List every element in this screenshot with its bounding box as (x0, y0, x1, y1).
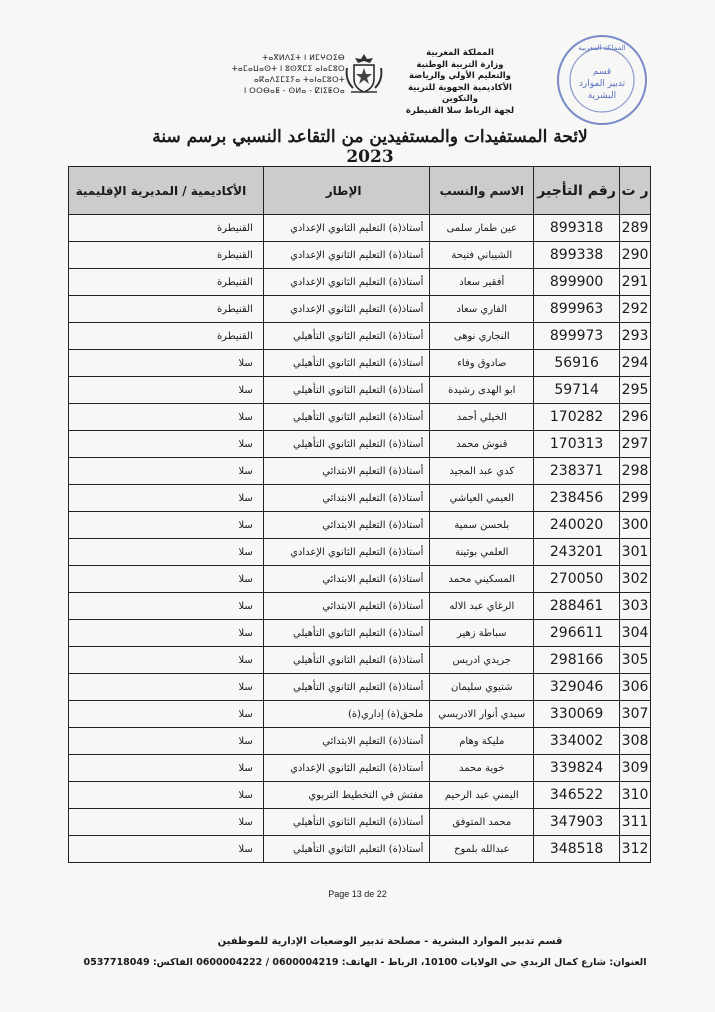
row-frame: أستاذ(ة) التعليم الثانوي التأهيلي (263, 647, 430, 674)
row-registration: 270050 (534, 566, 620, 593)
row-number: 300 (620, 512, 651, 539)
table-row (69, 431, 651, 458)
row-registration: 899338 (534, 242, 620, 269)
row-number: 307 (620, 701, 651, 728)
row-registration: 238456 (534, 485, 620, 512)
table-row (69, 674, 651, 701)
row-name: بلحسن سمية (430, 512, 534, 539)
table-row (69, 269, 651, 296)
row-name: كدي عبد المجيد (430, 458, 534, 485)
row-number: 295 (620, 377, 651, 404)
row-directorate: سلا (69, 458, 264, 485)
row-name: سيدي أنوار الادريسي (430, 701, 534, 728)
stamp-text: تدبير الموارد (578, 79, 626, 89)
row-number: 292 (620, 296, 651, 323)
table-row (69, 593, 651, 620)
row-name: العيمي العياشي (430, 485, 534, 512)
row-registration: 339824 (534, 755, 620, 782)
row-registration: 170313 (534, 431, 620, 458)
row-name: سباطة زهير (430, 620, 534, 647)
row-directorate: سلا (69, 377, 264, 404)
row-number: 290 (620, 242, 651, 269)
arabic-header-line: والتعليم الأولي والرياضة (409, 71, 511, 81)
row-registration: 334002 (534, 728, 620, 755)
row-registration: 348518 (534, 836, 620, 863)
tifinagh-line: ⵜⴰⵎⴰⵡⴰⵙⵜ ⵏ ⵓⵙⴳⵎⵉ ⴰⵏⴰⵎⵓⵔ (231, 64, 345, 73)
table-row (69, 647, 651, 674)
row-number: 311 (620, 809, 651, 836)
row-name: خوية محمد (430, 755, 534, 782)
table-row (69, 836, 651, 863)
row-registration: 899973 (534, 323, 620, 350)
row-number: 296 (620, 404, 651, 431)
row-directorate: القنيطرة (69, 215, 264, 242)
row-directorate: القنيطرة (69, 323, 264, 350)
row-directorate: سلا (69, 728, 264, 755)
row-registration: 330069 (534, 701, 620, 728)
row-number: 303 (620, 593, 651, 620)
table-row (69, 782, 651, 809)
row-frame: مفتش في التخطيط التربوي (263, 782, 430, 809)
arabic-header-line: وزارة التربية الوطنية (416, 59, 504, 70)
table-row (69, 755, 651, 782)
table-row (69, 458, 651, 485)
row-frame: أستاذ(ة) التعليم الابتدائي (263, 458, 430, 485)
row-number: 298 (620, 458, 651, 485)
tifinagh-line: ⵏ ⵔⵔⴱⴰⵟ - ⵙⵍⴰ - ⵇⵏⵉⵟⵔⴰ (243, 86, 345, 95)
row-directorate: سلا (69, 782, 264, 809)
row-frame: أستاذ(ة) التعليم الثانوي الإعدادي (263, 269, 430, 296)
row-registration: 347903 (534, 809, 620, 836)
row-frame: أستاذ(ة) التعليم الابتدائي (263, 728, 430, 755)
row-directorate: سلا (69, 566, 264, 593)
table-row (69, 809, 651, 836)
row-registration: 899318 (534, 215, 620, 242)
row-registration: 170282 (534, 404, 620, 431)
row-frame: أستاذ(ة) التعليم الثانوي التأهيلي (263, 836, 430, 863)
row-frame: ملحق(ة) إداري(ة) (263, 701, 430, 728)
row-frame: أستاذ(ة) التعليم الثانوي التأهيلي (263, 620, 430, 647)
row-name: اليمني عبد الرحيم (430, 782, 534, 809)
footer-department: قسم تدبير الموارد البشرية - مصلحة تدبير الوضعيات الإدارية للموظفين (217, 936, 563, 947)
row-number: 299 (620, 485, 651, 512)
beneficiaries-table (68, 166, 651, 863)
row-number: 289 (620, 215, 651, 242)
row-frame: أستاذ(ة) التعليم الابتدائي (263, 566, 430, 593)
row-number: 312 (620, 836, 651, 863)
stamp-text: المملكة المغربية (578, 44, 626, 52)
row-name: قنوش محمد (430, 431, 534, 458)
row-frame: أستاذ(ة) التعليم الثانوي الإعدادي (263, 242, 430, 269)
row-number: 310 (620, 782, 651, 809)
row-name: ابو الهدى رشيدة (430, 377, 534, 404)
row-frame: أستاذ(ة) التعليم الابتدائي (263, 593, 430, 620)
row-directorate: سلا (69, 404, 264, 431)
row-name: صادوق وفاء (430, 350, 534, 377)
row-name: الفاري سعاد (430, 296, 534, 323)
row-registration: 288461 (534, 593, 620, 620)
row-directorate: القنيطرة (69, 269, 264, 296)
row-registration: 243201 (534, 539, 620, 566)
stamp-text: البشرية (587, 91, 617, 101)
row-number: 291 (620, 269, 651, 296)
row-registration: 899963 (534, 296, 620, 323)
table-row (69, 485, 651, 512)
row-registration: 240020 (534, 512, 620, 539)
row-name: المسكيني محمد (430, 566, 534, 593)
row-directorate: سلا (69, 809, 264, 836)
row-frame: أستاذ(ة) التعليم الثانوي الإعدادي (263, 215, 430, 242)
row-directorate: سلا (69, 485, 264, 512)
row-frame: أستاذ(ة) التعليم الثانوي التأهيلي (263, 377, 430, 404)
row-directorate: سلا (69, 755, 264, 782)
table-row (69, 701, 651, 728)
row-number: 305 (620, 647, 651, 674)
page-number: Page 13 de 22 (328, 889, 387, 899)
table-row (69, 350, 651, 377)
row-directorate: سلا (69, 512, 264, 539)
row-directorate: سلا (69, 539, 264, 566)
row-registration: 298166 (534, 647, 620, 674)
row-registration: 899900 (534, 269, 620, 296)
row-number: 301 (620, 539, 651, 566)
row-directorate: القنيطرة (69, 242, 264, 269)
row-directorate: سلا (69, 647, 264, 674)
header-name: الاسم والنسب (430, 167, 534, 215)
row-name: الخيلي أحمد (430, 404, 534, 431)
tifinagh-line: ⴰⴽⴰⴷⵉⵎⵉⵢⴰ ⵜⴰⵏⴰⵎⵓⵔⵜ (254, 75, 345, 84)
table-row (69, 539, 651, 566)
table-row (69, 377, 651, 404)
table-row (69, 323, 651, 350)
row-name: العلمي بوثينة (430, 539, 534, 566)
row-name: الشيباني فتيحة (430, 242, 534, 269)
row-directorate: سلا (69, 701, 264, 728)
table-row (69, 566, 651, 593)
tifinagh-line: ⵜⴰⴳⵍⴷⵉⵜ ⵏ ⵍⵎⵖⵔⵉⴱ (262, 53, 345, 62)
tifinagh-header (205, 52, 345, 96)
table-row (69, 242, 651, 269)
row-number: 302 (620, 566, 651, 593)
arabic-header-line: الأكاديمية الجهوية للتربية والتكوين (408, 82, 512, 104)
row-directorate: سلا (69, 593, 264, 620)
row-directorate: سلا (69, 620, 264, 647)
row-registration: 59714 (534, 377, 620, 404)
row-registration: 329046 (534, 674, 620, 701)
table-row (69, 728, 651, 755)
row-frame: أستاذ(ة) التعليم الثانوي التأهيلي (263, 431, 430, 458)
header-frame: الإطار (263, 167, 430, 215)
footer-address: العنوان: شارع كمال الزبدي حي الولايات 10100، الرباط - الهاتف: 0600004219 / 0600004222 الفاكس: 0537718049 (83, 957, 647, 968)
row-name: أفقير سعاد (430, 269, 534, 296)
row-name: مليكة وهام (430, 728, 534, 755)
table-row (69, 620, 651, 647)
table-row (69, 296, 651, 323)
row-number: 309 (620, 755, 651, 782)
official-stamp (552, 30, 652, 130)
row-number: 308 (620, 728, 651, 755)
row-directorate: القنيطرة (69, 296, 264, 323)
header-number: ر ت (620, 167, 651, 215)
header-directorate: الأكاديمية / المديرية الإقليمية (69, 167, 264, 215)
row-frame: أستاذ(ة) التعليم الثانوي التأهيلي (263, 350, 430, 377)
arabic-header-line: المملكة المغربية (426, 48, 494, 58)
row-number: 293 (620, 323, 651, 350)
row-number: 297 (620, 431, 651, 458)
arabic-header-line: لجهة الرباط سلا القنيطرة (405, 105, 515, 116)
table-row (69, 215, 651, 242)
row-frame: أستاذ(ة) التعليم الابتدائي (263, 512, 430, 539)
row-name: الرغاي عبد الاله (430, 593, 534, 620)
row-name: شتيوي سليمان (430, 674, 534, 701)
row-number: 304 (620, 620, 651, 647)
row-directorate: سلا (69, 350, 264, 377)
row-frame: أستاذ(ة) التعليم الثانوي الإعدادي (263, 296, 430, 323)
row-number: 306 (620, 674, 651, 701)
table-header-row (69, 167, 651, 215)
row-name: النجاري نوهى (430, 323, 534, 350)
row-frame: أستاذ(ة) التعليم الثانوي الإعدادي (263, 539, 430, 566)
row-frame: أستاذ(ة) التعليم الثانوي التأهيلي (263, 674, 430, 701)
table-row (69, 404, 651, 431)
row-frame: أستاذ(ة) التعليم الثانوي التأهيلي (263, 323, 430, 350)
row-directorate: سلا (69, 431, 264, 458)
row-registration: 296611 (534, 620, 620, 647)
row-name: عين طمار سلمى (430, 215, 534, 242)
row-frame: أستاذ(ة) التعليم الثانوي التأهيلي (263, 809, 430, 836)
row-registration: 56916 (534, 350, 620, 377)
coat-of-arms-emblem (343, 50, 385, 96)
document-title: لائحة المستفيدات والمستفيدين من التقاعد النسبي برسم سنة 2023 (152, 127, 588, 167)
row-registration: 238371 (534, 458, 620, 485)
row-frame: أستاذ(ة) التعليم الثانوي التأهيلي (263, 404, 430, 431)
row-frame: أستاذ(ة) التعليم الثانوي الإعدادي (263, 755, 430, 782)
stamp-text: قسم (592, 67, 612, 77)
row-frame: أستاذ(ة) التعليم الابتدائي (263, 485, 430, 512)
header-registration: رقم التأجير (534, 167, 620, 215)
arabic-header (390, 48, 530, 117)
row-directorate: سلا (69, 836, 264, 863)
row-name: جريدي ادريس (430, 647, 534, 674)
row-name: محمد المتوفق (430, 809, 534, 836)
row-number: 294 (620, 350, 651, 377)
table-row (69, 512, 651, 539)
row-name: عبدالله بلموح (430, 836, 534, 863)
row-directorate: سلا (69, 674, 264, 701)
row-registration: 346522 (534, 782, 620, 809)
